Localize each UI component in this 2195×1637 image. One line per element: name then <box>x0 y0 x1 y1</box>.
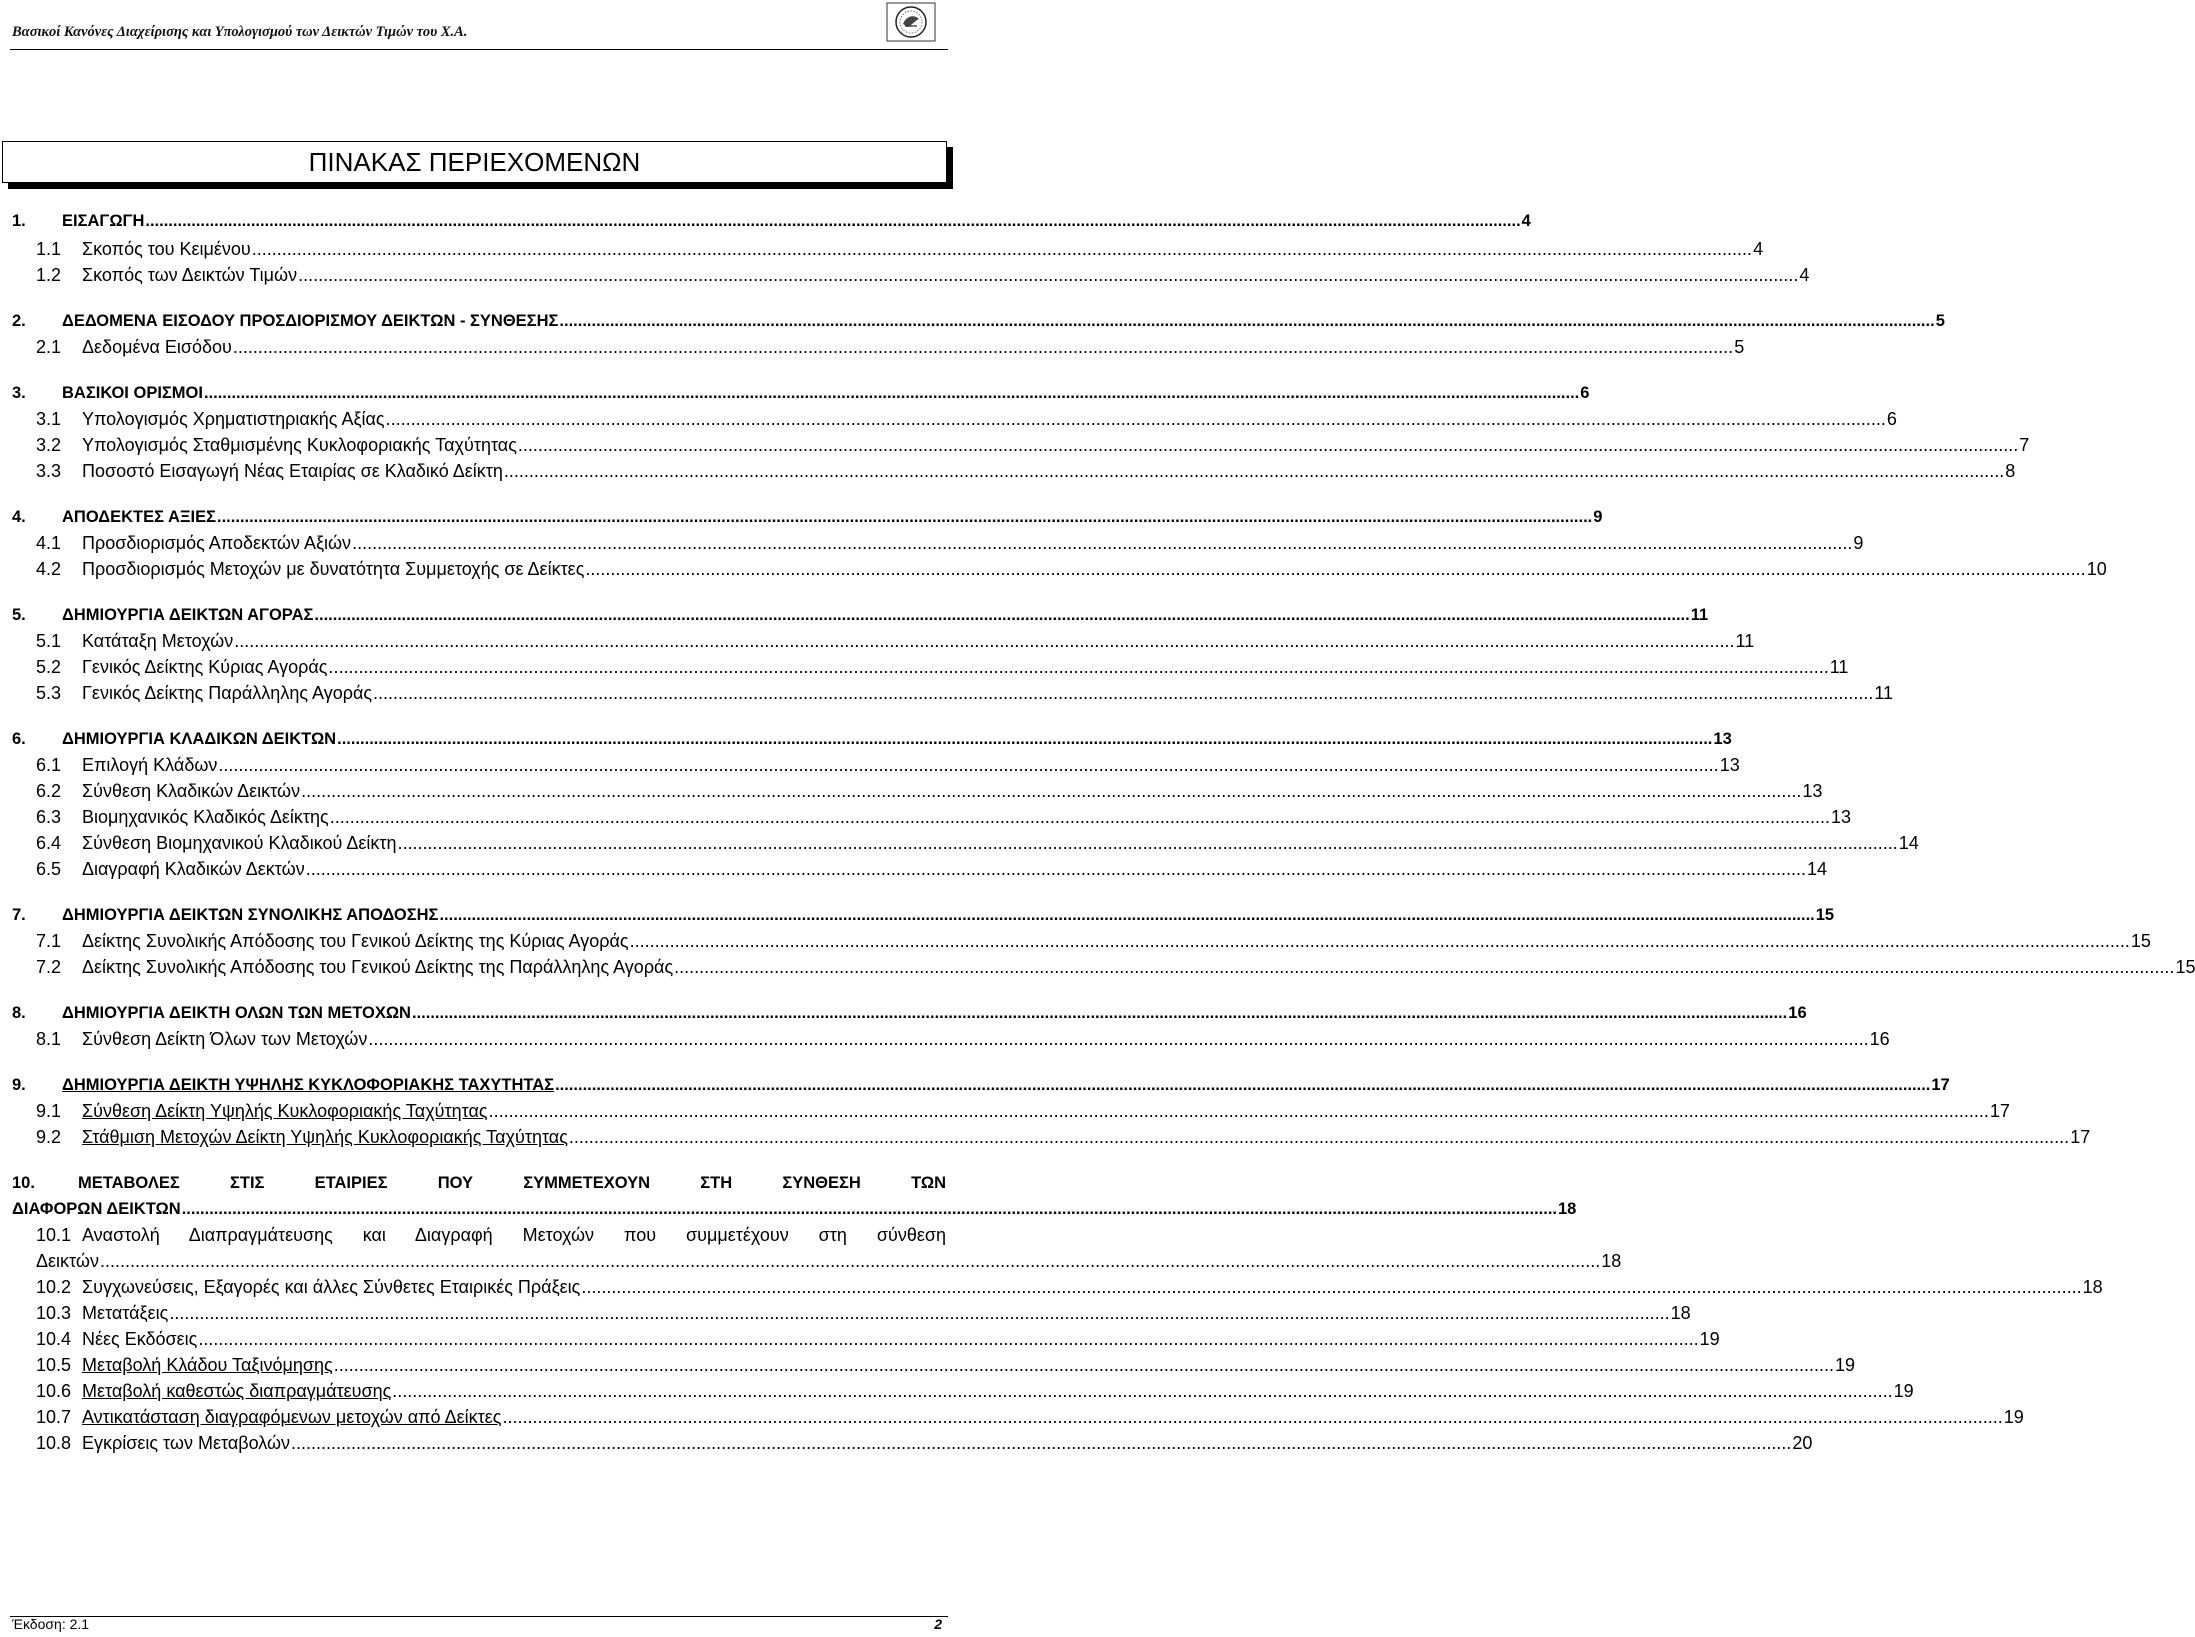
toc-entry-number: 9. <box>12 1076 26 1094</box>
toc-entry-number: 9.2 <box>36 1127 62 1147</box>
toc-subsection-entry[interactable] <box>36 430 2030 456</box>
toc-section-entry[interactable] <box>12 1070 1950 1096</box>
dot-leader: ............................................................................................................................................................................................................................................................................................................ <box>488 1101 1989 1121</box>
toc-entry-number: 5.2 <box>36 657 62 677</box>
toc-subsection-entry[interactable] <box>36 456 2016 482</box>
toc-entry-title: ΜΕΤΑΒΟΛΕΣ ΣΤΙΣ ΕΤΑΙΡΙΕΣ ΠΟΥ ΣΥΜΜΕΤΕΧΟΥΝ ΣΤΗ ΣΥΝΘΕΣΗ ΤΩΝ <box>78 1174 946 1192</box>
toc-subsection-entry[interactable] <box>36 952 2195 978</box>
dot-leader: ............................................................................................................................................................................................................................................................................................................ <box>439 906 1815 924</box>
dot-leader: ............................................................................................................................................................................................................................................................................................................ <box>251 239 1753 259</box>
toc-subsection-entry[interactable] <box>36 926 2151 952</box>
toc-page-number: 18 <box>1558 1200 1577 1218</box>
toc-entry-title: ΑΠΟΔΕΚΤΕΣ ΑΞΙΕΣ <box>62 508 216 526</box>
toc-title: ΠΙΝΑΚΑΣ ΠΕΡΙΕΧΟΜΕΝΩΝ <box>2 141 947 183</box>
toc-entry-title: Ποσοστό Εισαγωγή Νέας Εταιρίας σε Κλαδικό Δείκτη <box>82 461 503 481</box>
dot-leader: ............................................................................................................................................................................................................................................................................................................ <box>218 755 1719 775</box>
toc-page-number: 11 <box>1874 683 1894 703</box>
toc-entry-number: 8. <box>12 1004 26 1022</box>
toc-entry-title: Μετατάξεις <box>82 1303 169 1323</box>
toc-subsection-entry[interactable] <box>36 234 1764 260</box>
toc-entry-title: Προσδιορισμός Αποδεκτών Αξιών <box>82 533 352 553</box>
dot-leader: ............................................................................................................................................................................................................................................................................................................ <box>568 1127 2070 1147</box>
toc-section-entry[interactable] <box>12 378 1590 404</box>
toc-entry-line[interactable] <box>12 1168 946 1194</box>
toc-subsection-entry[interactable] <box>36 554 2107 580</box>
toc-entry-title: Σύνθεση Κλαδικών Δεικτών <box>82 781 301 801</box>
toc-page-number: 13 <box>1713 730 1732 748</box>
toc-page-number: 5 <box>1935 312 1945 330</box>
toc-subsection-entry[interactable] <box>36 652 1849 678</box>
toc-section-entry[interactable] <box>12 900 1835 926</box>
toc-page-number: 16 <box>1788 1004 1807 1022</box>
toc-entry-title: Εγκρίσεις των Μεταβολών <box>82 1433 291 1453</box>
dot-leader: ............................................................................................................................................................................................................................................................................................................ <box>181 1200 1557 1218</box>
toc-entry-number: 2.1 <box>36 337 62 357</box>
toc-entry-number: 5.3 <box>36 683 62 703</box>
dot-leader: ............................................................................................................................................................................................................................................................................................................ <box>502 1407 2003 1427</box>
toc-subsection-entry[interactable] <box>36 528 1864 554</box>
toc-entry-number: 6.4 <box>36 833 62 853</box>
dot-leader: ............................................................................................................................................................................................................................................................................................................ <box>217 508 1593 526</box>
toc-entry-title: ΔΗΜΙΟΥΡΓΙΑ ΔΕΙΚΤΩΝ ΑΓΟΡΑΣ <box>62 606 314 624</box>
toc-section-entry[interactable] <box>12 206 1531 232</box>
toc-subsection-entry[interactable] <box>36 404 1897 430</box>
toc-subsection-entry[interactable] <box>36 1376 1914 1402</box>
dot-leader: ............................................................................................................................................................................................................................................................................................................ <box>305 859 1807 879</box>
toc-section-entry[interactable] <box>12 502 1603 528</box>
toc-page-number: 14 <box>1898 833 1919 853</box>
dot-leader: ............................................................................................................................................................................................................................................................................................................ <box>585 559 2086 579</box>
toc-entry-title: Γενικός Δείκτης Παράλληλης Αγοράς <box>82 683 373 703</box>
toc-entry-title: ΕΙΣΑΓΩΓΗ <box>62 212 145 230</box>
toc-entry-title: Κατάταξη Μετοχών <box>82 631 234 651</box>
toc-page-number: 8 <box>2005 461 2016 481</box>
toc-subsection-entry[interactable] <box>36 1122 2091 1148</box>
dot-leader: ............................................................................................................................................................................................................................................................................................................ <box>328 657 1829 677</box>
toc-page-number: 18 <box>2082 1277 2103 1297</box>
toc-page-number: 9 <box>1593 508 1603 526</box>
toc-entry-title: Γενικός Δείκτης Κύριας Αγοράς <box>82 657 328 677</box>
toc-entry-continuation[interactable] <box>12 1194 1577 1220</box>
toc-page-number: 4 <box>1799 265 1810 285</box>
toc-entry-number: 6.5 <box>36 859 62 879</box>
dot-leader: ............................................................................................................................................................................................................................................................................................................ <box>329 807 1831 827</box>
dot-leader: ............................................................................................................................................................................................................................................................................................................ <box>503 461 2005 481</box>
toc-entry-number: 7.2 <box>36 957 62 977</box>
toc-entry-title: Σκοπός των Δεικτών Τιμών <box>82 265 298 285</box>
toc-entry-title: Σύνθεση Δείκτη Όλων των Μετοχών <box>82 1029 368 1049</box>
toc-subsection-entry[interactable] <box>36 332 1745 358</box>
running-header: Βασικοί Κανόνες Διαχείρισης και Υπολογισμού των Δεικτών Τιμών του Χ.Α. <box>12 24 468 40</box>
toc-subsection-entry[interactable] <box>36 1350 1856 1376</box>
toc-subsection-entry[interactable] <box>36 260 1810 286</box>
toc-section-entry[interactable] <box>12 306 1945 332</box>
toc-entry-number: 1.1 <box>36 239 62 259</box>
toc-entry-number: 1.2 <box>36 265 62 285</box>
toc-page-number: 9 <box>1853 533 1864 553</box>
toc-entry-continuation[interactable] <box>36 1246 1622 1272</box>
toc-page-number: 13 <box>1802 781 1823 801</box>
toc-entry-number: 7. <box>12 906 26 924</box>
toc-page-number: 19 <box>1699 1329 1720 1349</box>
toc-entry-number: 1. <box>12 212 26 230</box>
toc-subsection-entry[interactable] <box>36 1272 2103 1298</box>
toc-page-number: 13 <box>1831 807 1852 827</box>
toc-entry-title: Προσδιορισμός Μετοχών με δυνατότητα Συμμετοχής σε Δείκτες <box>82 559 585 579</box>
toc-subsection-entry[interactable] <box>36 1402 2024 1428</box>
toc-page-number: 6 <box>1580 384 1590 402</box>
toc-page-number: 18 <box>1601 1251 1622 1271</box>
toc-entry-number: 10.7 <box>36 1407 72 1427</box>
toc-entry-number: 5.1 <box>36 631 62 651</box>
dot-leader: ............................................................................................................................................................................................................................................................................................................ <box>373 683 1874 703</box>
toc-subsection-entry[interactable] <box>36 854 1828 880</box>
page-number: 2 <box>934 1616 942 1632</box>
edition-label: Έκδοση: 2.1 <box>12 1616 90 1632</box>
toc-entry-title: Συγχωνεύσεις, Εξαγορές και άλλες Σύνθετες Εταιρικές Πράξεις <box>82 1277 581 1297</box>
dot-leader: ............................................................................................................................................................................................................................................................................................................ <box>298 265 1799 285</box>
dot-leader: ............................................................................................................................................................................................................................................................................................................ <box>314 606 1690 624</box>
toc-page-number: 20 <box>1792 1433 1813 1453</box>
dot-leader: ............................................................................................................................................................................................................................................................................................................ <box>301 781 1802 801</box>
toc-subsection-entry[interactable] <box>36 1024 1890 1050</box>
dot-leader: ............................................................................................................................................................................................................................................................................................................ <box>629 931 2130 951</box>
toc-entry-number: 10.6 <box>36 1381 72 1401</box>
dot-leader: ............................................................................................................................................................................................................................................................................................................ <box>411 1004 1788 1022</box>
dot-leader: ............................................................................................................................................................................................................................................................................................................ <box>555 1076 1931 1094</box>
toc-page-number: 15 <box>2175 957 2195 977</box>
toc-page-number: 11 <box>1735 631 1755 651</box>
toc-page-number: 13 <box>1719 755 1740 775</box>
toc-page-number: 16 <box>1869 1029 1890 1049</box>
toc-subsection-entry[interactable] <box>36 750 1740 776</box>
toc-entry-number: 3. <box>12 384 26 402</box>
toc-entry-title: Δείκτης Συνολικής Απόδοσης του Γενικού Δείκτης της Κύριας Αγοράς <box>82 931 629 951</box>
toc-entry-number: 3.3 <box>36 461 62 481</box>
toc-entry-title: Μεταβολή καθεστώς διαπραγμάτευσης <box>82 1381 392 1401</box>
dot-leader: ............................................................................................................................................................................................................................................................................................................ <box>517 435 2019 455</box>
toc-entry-number: 6. <box>12 730 26 748</box>
dot-leader: ............................................................................................................................................................................................................................................................................................................ <box>368 1029 1869 1049</box>
toc-entry-title: Υπολογισμός Χρηματιστηριακής Αξίας <box>82 409 385 429</box>
toc-entry-title: Υπολογισμός Σταθμισμένης Κυκλοφοριακής Ταχύτητας <box>82 435 517 455</box>
toc-page-number: 18 <box>1670 1303 1691 1323</box>
dot-leader: ............................................................................................................................................................................................................................................................................................................ <box>234 631 1735 651</box>
toc-entry-number: 10.2 <box>36 1277 72 1297</box>
dot-leader: ............................................................................................................................................................................................................................................................................................................ <box>99 1251 1601 1271</box>
toc-entry-title: Μεταβολή Κλάδου Ταξινόμησης <box>82 1355 333 1375</box>
toc-entry-number: 4.1 <box>36 533 62 553</box>
toc-entry-number: 9.1 <box>36 1101 62 1121</box>
toc-entry-number: 10.1 <box>36 1225 72 1245</box>
toc-page-number: 4 <box>1753 239 1764 259</box>
dot-leader: ............................................................................................................................................................................................................................................................................................................ <box>581 1277 2082 1297</box>
toc-entry-number: 6.3 <box>36 807 62 827</box>
toc-entry-title: ΔΗΜΙΟΥΡΓΙΑ ΔΕΙΚΤΩΝ ΣΥΝΟΛΙΚΗΣ ΑΠΟΔΟΣΗΣ <box>62 906 439 924</box>
dot-leader: ............................................................................................................................................................................................................................................................................................................ <box>674 957 2175 977</box>
toc-page-number: 11 <box>1690 606 1709 624</box>
toc-entry-number: 2. <box>12 312 26 330</box>
toc-entry-title: Βιομηχανικός Κλαδικός Δείκτης <box>82 807 329 827</box>
toc-subsection-entry[interactable] <box>36 828 1919 854</box>
dot-leader: ............................................................................................................................................................................................................................................................................................................ <box>397 833 1898 853</box>
toc-subsection-entry[interactable] <box>36 1298 1691 1324</box>
toc-page-number: 17 <box>2070 1127 2091 1147</box>
dot-leader: ............................................................................................................................................................................................................................................................................................................ <box>337 730 1713 748</box>
dot-leader: ............................................................................................................................................................................................................................................................................................................ <box>352 533 1853 553</box>
toc-subsection-entry[interactable] <box>36 1428 1813 1454</box>
toc-subsection-entry[interactable] <box>36 1096 2010 1122</box>
toc-page-number: 5 <box>1734 337 1745 357</box>
toc-page-number: 10 <box>2086 559 2107 579</box>
toc-entry-title-continued: ΔΙΑΦΟΡΩΝ ΔΕΙΚΤΩΝ <box>12 1200 181 1218</box>
dot-leader: ............................................................................................................................................................................................................................................................................................................ <box>385 409 1886 429</box>
dot-leader: ............................................................................................................................................................................................................................................................................................................ <box>291 1433 1792 1453</box>
dot-leader: ............................................................................................................................................................................................................................................................................................................ <box>559 312 1935 330</box>
toc-subsection-entry[interactable] <box>36 626 1755 652</box>
toc-entry-number: 10. <box>12 1174 35 1192</box>
toc-page-number: 11 <box>1829 657 1849 677</box>
toc-page-number: 15 <box>1815 906 1835 924</box>
toc-entry-title: Αντικατάσταση διαγραφόμενων μετοχών από Δείκτες <box>82 1407 502 1427</box>
toc-entry-title: Σκοπός του Κειμένου <box>82 239 251 259</box>
toc-entry-number: 10.3 <box>36 1303 72 1323</box>
toc-page-number: 17 <box>1989 1101 2010 1121</box>
toc-entry-title: ΔΕΔΟΜΕΝΑ ΕΙΣΟΔΟΥ ΠΡΟΣΔΙΟΡΙΣΜΟΥ ΔΕΙΚΤΩΝ - ΣΥΝΘΕΣΗΣ <box>62 312 559 330</box>
dot-leader: ............................................................................................................................................................................................................................................................................................................ <box>392 1381 1893 1401</box>
toc-entry-number: 4. <box>12 508 26 526</box>
toc-entry-title: ΔΗΜΙΟΥΡΓΙΑ ΔΕΙΚΤΗ ΥΨΗΛΗΣ ΚΥΚΛΟΦΟΡΙΑΚΗΣ ΤΑΧΥΤΗΤΑΣ <box>62 1076 555 1094</box>
dot-leader: ............................................................................................................................................................................................................................................................................................................ <box>198 1329 1699 1349</box>
footer-divider <box>10 1616 948 1617</box>
toc-entry-title: Δεδομένα Εισόδου <box>82 337 232 357</box>
toc-entry-title: ΔΗΜΙΟΥΡΓΙΑ ΚΛΑΔΙΚΩΝ ΔΕΙΚΤΩΝ <box>62 730 337 748</box>
toc-page-number: 14 <box>1807 859 1828 879</box>
toc-entry-title: Αναστολή Διαπραγμάτευσης και Διαγραφή Μετοχών που συμμετέχουν στη σύνθεση <box>82 1225 946 1245</box>
toc-page-number: 19 <box>1834 1355 1856 1375</box>
toc-subsection-entry[interactable] <box>36 1324 1720 1350</box>
toc-section-entry[interactable] <box>12 724 1732 750</box>
toc-section-entry[interactable] <box>12 600 1709 626</box>
toc-page-number: 6 <box>1886 409 1897 429</box>
toc-entry-number: 6.2 <box>36 781 62 801</box>
toc-entry-number: 10.8 <box>36 1433 72 1453</box>
toc-entry-number: 3.1 <box>36 409 62 429</box>
dot-leader: ............................................................................................................................................................................................................................................................................................................ <box>169 1303 1670 1323</box>
toc-page-number: 19 <box>2003 1407 2024 1427</box>
toc-entry-title: Επιλογή Κλάδων <box>82 755 218 775</box>
toc-entry-title: Σύνθεση Βιομηχανικού Κλαδικού Δείκτη <box>82 833 397 853</box>
toc-section-entry[interactable] <box>12 998 1807 1024</box>
toc-entry-title: Σύνθεση Δείκτη Υψηλής Κυκλοφοριακής Ταχύτητας <box>82 1101 488 1121</box>
toc-page-number: 4 <box>1521 212 1531 230</box>
toc-entry-number: 10.5 <box>36 1355 72 1375</box>
toc-subsection-entry[interactable] <box>36 678 1894 704</box>
toc-entry-title: ΒΑΣΙΚΟΙ ΟΡΙΣΜΟΙ <box>62 384 203 402</box>
toc-entry-line[interactable] <box>36 1220 946 1246</box>
toc-page-number: 19 <box>1893 1381 1914 1401</box>
toc-page-number: 7 <box>2019 435 2030 455</box>
toc-entry-number: 5. <box>12 606 26 624</box>
toc-entry-number: 4.2 <box>36 559 62 579</box>
toc-entry-number: 10.4 <box>36 1329 72 1349</box>
toc-entry-title: Νέες Εκδόσεις <box>82 1329 198 1349</box>
dot-leader: ............................................................................................................................................................................................................................................................................................................ <box>145 212 1521 230</box>
dot-leader: ............................................................................................................................................................................................................................................................................................................ <box>333 1355 1834 1375</box>
toc-entry-number: 6.1 <box>36 755 62 775</box>
toc-page-number: 17 <box>1931 1076 1950 1094</box>
toc-entry-title-continued: Δεικτών <box>36 1251 99 1271</box>
dot-leader: ............................................................................................................................................................................................................................................................................................................ <box>203 384 1580 402</box>
toc-entry-title: Διαγραφή Κλαδικών Δεκτών <box>82 859 305 879</box>
toc-entry-title: Δείκτης Συνολικής Απόδοσης του Γενικού Δείκτης της Παράλληλης Αγοράς <box>82 957 674 977</box>
toc-subsection-entry[interactable] <box>36 802 1852 828</box>
toc-entry-number: 7.1 <box>36 931 62 951</box>
toc-entry-number: 8.1 <box>36 1029 62 1049</box>
toc-entry-title: Στάθμιση Μετοχών Δείκτη Υψηλής Κυκλοφοριακής Ταχύτητας <box>82 1127 568 1147</box>
dot-leader: ............................................................................................................................................................................................................................................................................................................ <box>232 337 1734 357</box>
toc-subsection-entry[interactable] <box>36 776 1823 802</box>
toc-entry-number: 3.2 <box>36 435 62 455</box>
toc-entry-title: ΔΗΜΙΟΥΡΓΙΑ ΔΕΙΚΤΗ ΟΛΩΝ ΤΩΝ ΜΕΤΟΧΩΝ <box>62 1004 411 1022</box>
toc-page-number: 15 <box>2130 931 2151 951</box>
